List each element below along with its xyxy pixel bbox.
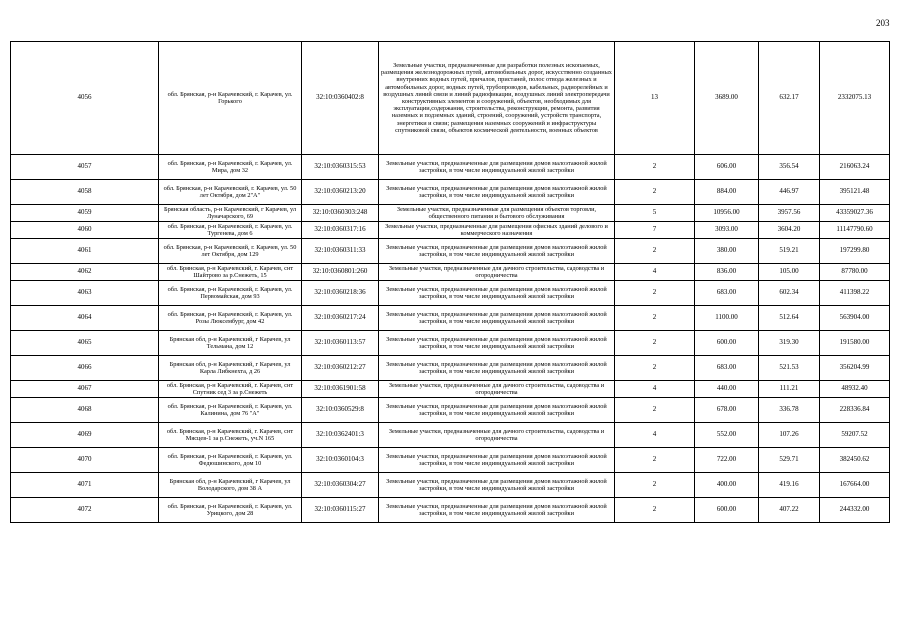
use-type-cell: 2 — [615, 281, 695, 306]
use-type-cell: 2 — [615, 239, 695, 264]
cadastral-value-cell: 191580.00 — [820, 331, 890, 356]
address-cell: обл. Брянская, р-н Карачевский, г. Карачев, снт Шайтрово за р.Снежеть, 15 — [159, 264, 302, 281]
specific-value-cell: 107.26 — [759, 423, 820, 448]
area-cell: 552.00 — [695, 423, 759, 448]
use-type-cell: 13 — [615, 42, 695, 155]
table-row — [11, 423, 890, 448]
cadastral-value-cell: 411398.22 — [820, 281, 890, 306]
cadastral-number-cell: 32:10:0360212:27 — [302, 356, 379, 381]
cadastral-value-cell: 43359027.36 — [820, 205, 890, 222]
specific-value-cell: 521.53 — [759, 356, 820, 381]
use-type-cell: 2 — [615, 448, 695, 473]
area-cell: 3093.00 — [695, 222, 759, 239]
cadastral-value-cell: 382450.62 — [820, 448, 890, 473]
area-cell: 3689.00 — [695, 42, 759, 155]
specific-value-cell: 602.34 — [759, 281, 820, 306]
permitted-use-cell: Земельные участки, предназначенные для размещения домов малоэтажной жилой застройки, в том числе индивидуальной жилой застройки — [379, 180, 615, 205]
use-type-cell: 4 — [615, 423, 695, 448]
cadastral-value-cell: 244332.00 — [820, 498, 890, 523]
cadastral-number-cell: 32:10:0360213:20 — [302, 180, 379, 205]
cadastral-value-cell: 167664.00 — [820, 473, 890, 498]
address-cell: обл. Брянская, р-н Карачевский, г. Карачев, ул. Розы Люксембург, дом 42 — [159, 306, 302, 331]
permitted-use-cell: Земельные участки, предназначенные для размещения офисных зданий делового и коммерческого назначения — [379, 222, 615, 239]
permitted-use-cell: Земельные участки, предназначенные для дачного строительства, садоводства и огородничества — [379, 264, 615, 281]
permitted-use-cell: Земельные участки, предназначенные для размещения домов малоэтажной жилой застройки, в том числе индивидуальной жилой застройки — [379, 155, 615, 180]
table-row — [11, 381, 890, 398]
cadastral-value-cell: 87780.00 — [820, 264, 890, 281]
row-number: 4057 — [11, 155, 159, 180]
address-cell: обл. Брянская, р-н Карачевский, г. Карачев, ул. Урицкого, дом 28 — [159, 498, 302, 523]
table-body — [11, 42, 890, 523]
specific-value-cell: 319.30 — [759, 331, 820, 356]
table-row — [11, 239, 890, 264]
cadastral-number-cell: 32:10:0360304:27 — [302, 473, 379, 498]
use-type-cell: 2 — [615, 306, 695, 331]
area-cell: 722.00 — [695, 448, 759, 473]
area-cell: 884.00 — [695, 180, 759, 205]
permitted-use-cell: Земельные участки, предназначенные для размещения домов малоэтажной жилой застройки, в том числе индивидуальной жилой застройки — [379, 239, 615, 264]
cadastral-number-cell: 32:10:0360315:53 — [302, 155, 379, 180]
table-row — [11, 281, 890, 306]
cadastral-number-cell: 32:10:0360529:8 — [302, 398, 379, 423]
permitted-use-cell: Земельные участки, предназначенные для размещения домов малоэтажной жилой застройки, в том числе индивидуальной жилой застройки — [379, 281, 615, 306]
row-number: 4066 — [11, 356, 159, 381]
permitted-use-cell: Земельные участки, предназначенные для размещения домов малоэтажной жилой застройки, в том числе индивидуальной жилой застройки — [379, 473, 615, 498]
row-number: 4064 — [11, 306, 159, 331]
table-row — [11, 398, 890, 423]
area-cell: 606.00 — [695, 155, 759, 180]
cadastral-number-cell: 32:10:0360104:3 — [302, 448, 379, 473]
area-cell: 440.00 — [695, 381, 759, 398]
page-number: 203 — [876, 18, 890, 28]
specific-value-cell: 105.00 — [759, 264, 820, 281]
cadastral-value-cell: 197299.80 — [820, 239, 890, 264]
row-number: 4072 — [11, 498, 159, 523]
permitted-use-cell: Земельные участки, предназначенные для дачного строительства, садоводства и огородничества — [379, 381, 615, 398]
table-row — [11, 264, 890, 281]
area-cell: 678.00 — [695, 398, 759, 423]
specific-value-cell: 3604.20 — [759, 222, 820, 239]
row-number: 4065 — [11, 331, 159, 356]
area-cell: 600.00 — [695, 331, 759, 356]
permitted-use-cell: Земельные участки, предназначенные для размещения домов малоэтажной жилой застройки, в том числе индивидуальной жилой застройки — [379, 498, 615, 523]
permitted-use-cell: Земельные участки, предназначенные для размещения домов малоэтажной жилой застройки, в том числе индивидуальной жилой застройки — [379, 306, 615, 331]
address-cell: обл. Брянская, р-н Карачевский, г. Карачев, ул. Мира, дом 32 — [159, 155, 302, 180]
cadastral-number-cell: 32:10:0361901:58 — [302, 381, 379, 398]
row-number: 4063 — [11, 281, 159, 306]
row-number: 4070 — [11, 448, 159, 473]
cadastral-value-cell: 228336.84 — [820, 398, 890, 423]
address-cell: Брянская область, р-н Карачевский, г Карачев, ул Луначарского, 69 — [159, 205, 302, 222]
permitted-use-cell: Земельные участки, предназначенные для размещения домов малоэтажной жилой застройки, в том числе индивидуальной жилой застройки — [379, 331, 615, 356]
permitted-use-cell: Земельные участки, предназначенные для дачного строительства, садоводства и огородничества — [379, 423, 615, 448]
address-cell: обл. Брянская, р-н Карачевский, г. Карачев, ул. Федюшинского, дом 10 — [159, 448, 302, 473]
cadastral-value-cell: 395121.48 — [820, 180, 890, 205]
cadastral-value-cell: 48932.40 — [820, 381, 890, 398]
use-type-cell: 2 — [615, 398, 695, 423]
row-number: 4068 — [11, 398, 159, 423]
table-row — [11, 448, 890, 473]
permitted-use-cell: Земельные участки, предназначенные для размещения домов малоэтажной жилой застройки, в том числе индивидуальной жилой застройки — [379, 448, 615, 473]
row-number: 4060 — [11, 222, 159, 239]
row-number: 4071 — [11, 473, 159, 498]
row-number: 4059 — [11, 205, 159, 222]
address-cell: обл. Брянская, р-н Карачевский, г. Карачев, ул. 50 лет Октября, дом 129 — [159, 239, 302, 264]
cadastral-number-cell: 32:10:0360217:24 — [302, 306, 379, 331]
specific-value-cell: 419.16 — [759, 473, 820, 498]
cadastral-number-cell: 32:10:0360402:8 — [302, 42, 379, 155]
specific-value-cell: 632.17 — [759, 42, 820, 155]
area-cell: 380.00 — [695, 239, 759, 264]
address-cell: обл. Брянская, р-н Карачевский, г. Карачев, снт Мясцев-1 за р.Снежеть, уч.N 165 — [159, 423, 302, 448]
table-row — [11, 42, 890, 155]
cadastral-number-cell: 32:10:0360801:260 — [302, 264, 379, 281]
area-cell: 600.00 — [695, 498, 759, 523]
use-type-cell: 2 — [615, 180, 695, 205]
row-number: 4056 — [11, 42, 159, 155]
row-number: 4069 — [11, 423, 159, 448]
table-row — [11, 306, 890, 331]
address-cell: Брянская обл, р-н Карачевский, г Карачев, ул Володарского, дом 38 А — [159, 473, 302, 498]
row-number: 4062 — [11, 264, 159, 281]
area-cell: 400.00 — [695, 473, 759, 498]
area-cell: 683.00 — [695, 356, 759, 381]
table-row — [11, 205, 890, 222]
address-cell: обл. Брянская, р-н Карачевский, г. Карачев, ул. Горького — [159, 42, 302, 155]
use-type-cell: 2 — [615, 473, 695, 498]
permitted-use-cell: Земельные участки, предназначенные для размещения домов малоэтажной жилой застройки, в том числе индивидуальной жилой застройки — [379, 356, 615, 381]
permitted-use-cell: Земельные участки, предназначенные для разработки полезных ископаемых, размещения железнодорожных путей, автомобильных дорог, искусственно созданных внутренних водных путей, причалов, пристаней, полос отвода железных и автомобильных дорог, водных путей, трубопроводов, кабельных, радиорелейных и воздушных линий связи и линий радиофикации, воздушных линий электропередачи конструктивных элементов и сооружений, объектов, необходимых для эксплуатации,содержания, строительства, реконструкции, ремонта, развития наземных и подземных зданий, строений, сооружений, устройств транспорта, энергетики и связи; размещения наземных сооружений и инфраструктуры спутниковой связи, объектов космической деятельности, военных объектов — [379, 42, 615, 155]
specific-value-cell: 446.97 — [759, 180, 820, 205]
area-cell: 1100.00 — [695, 306, 759, 331]
address-cell: обл. Брянская, р-н Карачевский, г. Карачев, снт Спутник сед 3 за р.Снежеть — [159, 381, 302, 398]
row-number: 4061 — [11, 239, 159, 264]
area-cell: 10956.00 — [695, 205, 759, 222]
address-cell: обл. Брянская, р-н Карачевский, г. Карачев, ул. Первомайская, дом 93 — [159, 281, 302, 306]
specific-value-cell: 407.22 — [759, 498, 820, 523]
specific-value-cell: 3957.56 — [759, 205, 820, 222]
area-cell: 836.00 — [695, 264, 759, 281]
table-row — [11, 331, 890, 356]
use-type-cell: 2 — [615, 155, 695, 180]
use-type-cell: 2 — [615, 356, 695, 381]
cadastral-value-cell: 216063.24 — [820, 155, 890, 180]
address-cell: Брянская обл, р-н Карачевский, г Карачев, ул Тельмана, дом 12 — [159, 331, 302, 356]
use-type-cell: 7 — [615, 222, 695, 239]
use-type-cell: 2 — [615, 498, 695, 523]
cadastral-number-cell: 32:10:0360113:57 — [302, 331, 379, 356]
permitted-use-cell: Земельные участки, предназначенные для размещения домов малоэтажной жилой застройки, в том числе индивидуальной жилой застройки — [379, 398, 615, 423]
use-type-cell: 4 — [615, 381, 695, 398]
cadastral-value-cell: 563904.00 — [820, 306, 890, 331]
table-row — [11, 155, 890, 180]
cadastral-number-cell: 32:10:0362401:3 — [302, 423, 379, 448]
address-cell: Брянская обл, р-н Карачевский, г Карачев, ул Карла Либкнехта, д 26 — [159, 356, 302, 381]
address-cell: обл. Брянская, р-н Карачевский, г. Карачев, ул. Калинина, дом 76 "А" — [159, 398, 302, 423]
specific-value-cell: 336.78 — [759, 398, 820, 423]
area-cell: 683.00 — [695, 281, 759, 306]
cadastral-value-cell: 356204.99 — [820, 356, 890, 381]
address-cell: обл. Брянская, р-н Карачевский, г. Карачев, ул. Тургенева, дом 6 — [159, 222, 302, 239]
cadastral-value-cell: 2332075.13 — [820, 42, 890, 155]
cadastral-number-cell: 32:10:0360317:16 — [302, 222, 379, 239]
cadastral-value-cell: 59207.52 — [820, 423, 890, 448]
cadastral-value-cell: 11147790.60 — [820, 222, 890, 239]
specific-value-cell: 356.54 — [759, 155, 820, 180]
row-number: 4058 — [11, 180, 159, 205]
specific-value-cell: 519.21 — [759, 239, 820, 264]
address-cell: обл. Брянская, р-н Карачевский, г. Карачев, ул. 50 лет Октября, дом 2"А" — [159, 180, 302, 205]
specific-value-cell: 512.64 — [759, 306, 820, 331]
table-row — [11, 356, 890, 381]
specific-value-cell: 111.21 — [759, 381, 820, 398]
land-plots-table — [10, 41, 890, 523]
table-row — [11, 473, 890, 498]
table-row — [11, 498, 890, 523]
row-number: 4067 — [11, 381, 159, 398]
specific-value-cell: 529.71 — [759, 448, 820, 473]
use-type-cell: 2 — [615, 331, 695, 356]
use-type-cell: 5 — [615, 205, 695, 222]
cadastral-number-cell: 32:10:0360303:248 — [302, 205, 379, 222]
table-row — [11, 180, 890, 205]
cadastral-number-cell: 32:10:0360218:36 — [302, 281, 379, 306]
cadastral-number-cell: 32:10:0360311:33 — [302, 239, 379, 264]
table-row — [11, 222, 890, 239]
cadastral-number-cell: 32:10:0360115:27 — [302, 498, 379, 523]
permitted-use-cell: Земельные участки, предназначенные для размещения объектов торговли, общественного питания и бытового обслуживания — [379, 205, 615, 222]
use-type-cell: 4 — [615, 264, 695, 281]
